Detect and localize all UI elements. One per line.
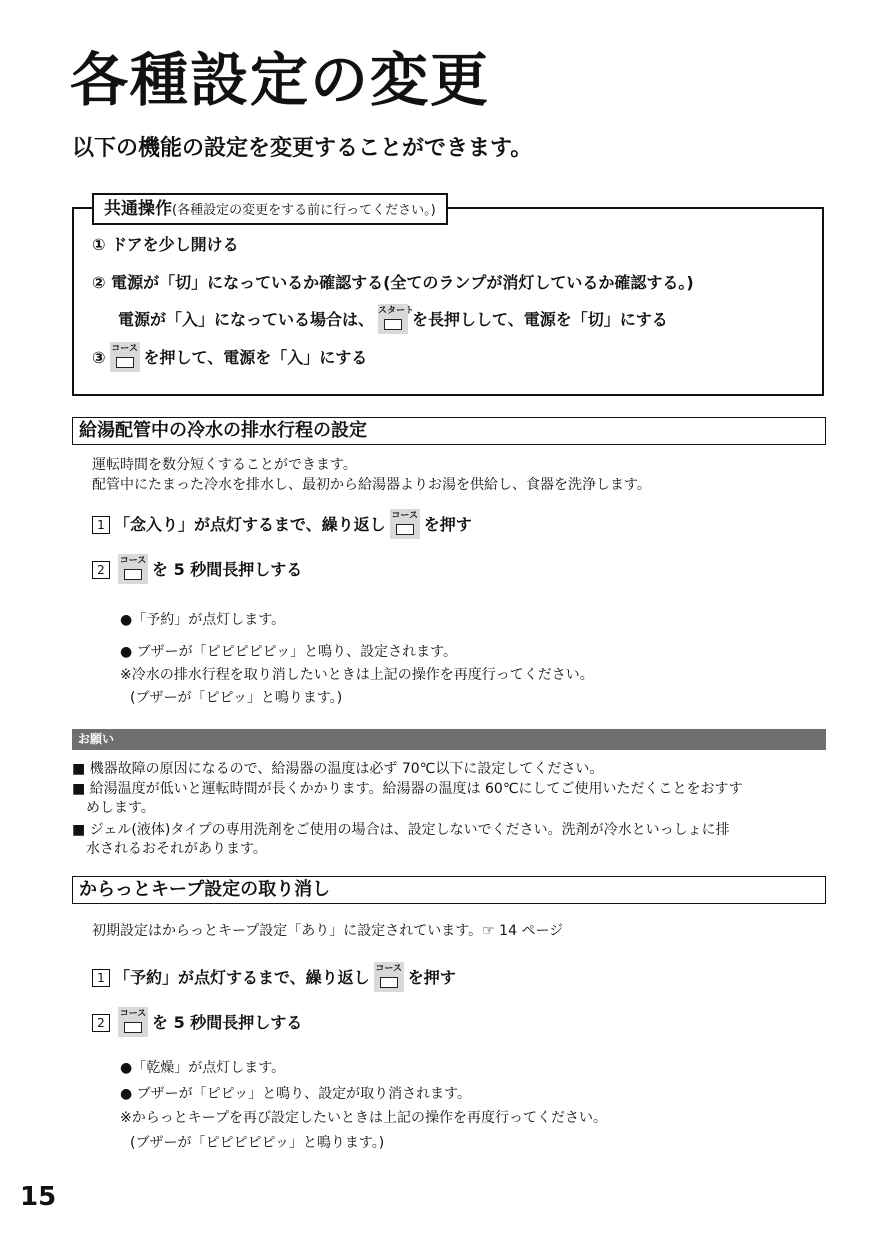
page-title: 各種設定の変更 bbox=[70, 46, 491, 114]
course-button-rect-icon bbox=[124, 1022, 142, 1033]
section1-step-1-post: を押す bbox=[423, 515, 472, 534]
section2-step-2-post: を 5 秒間長押しする bbox=[152, 1013, 303, 1032]
course-button-icon bbox=[118, 554, 148, 584]
start-button-caption: スタート bbox=[378, 306, 415, 316]
notice-item-2a: ■ 給湯温度が低いと運転時間が長くかかります。給湯器の温度は 60℃にしてご使用いただくことをおすす bbox=[72, 781, 743, 797]
section1-step-2-post: を 5 秒間長押しする bbox=[152, 560, 303, 579]
notice-item-3a: ■ ジェル(液体)タイプの専用洗剤をご使用の場合は、設定しないでください。洗剤が冷水といっしょに排 bbox=[72, 822, 730, 838]
start-button-icon bbox=[378, 304, 415, 334]
section1-note-1: ※冷水の排水行程を取り消したいときは上記の操作を再度行ってください。 bbox=[120, 667, 594, 683]
common-step-3-num: ③ bbox=[92, 348, 106, 367]
notice-item-2b: めします。 bbox=[86, 800, 155, 816]
course-button-icon bbox=[118, 1007, 148, 1037]
notice-item-1: ■ 機器故障の原因になるので、給湯器の温度は必ず 70℃以下に設定してください。 bbox=[72, 761, 604, 777]
section1-step-1-pre: 「念入り」が点灯するまで、繰り返し bbox=[114, 515, 386, 534]
section1-description-2: 配管中にたまった冷水を排水し、最初から給湯器よりお湯を供給し、食器を洗浄します。 bbox=[92, 477, 651, 493]
course-button-rect-icon bbox=[116, 357, 134, 368]
course-button-icon bbox=[374, 962, 404, 992]
common-operation-note: (各種設定の変更をする前に行ってください。) bbox=[172, 203, 436, 218]
page-subtitle: 以下の機能の設定を変更することができます。 bbox=[72, 136, 533, 161]
common-step-3-post: を押して、電源を「入」にする bbox=[143, 348, 368, 367]
course-button-icon bbox=[110, 342, 140, 372]
notice-heading-bar: お願い bbox=[72, 729, 826, 750]
course-button-caption: コース bbox=[111, 344, 138, 354]
section2-description-1: 初期設定はからっとキープ設定「あり」に設定されています。☞ 14 ページ bbox=[92, 923, 564, 939]
section2-step-1 bbox=[92, 962, 456, 992]
course-button-caption: コース bbox=[119, 1009, 147, 1019]
common-operation-title: 共通操作 bbox=[104, 199, 172, 219]
section2-step-1-post: を押す bbox=[407, 968, 456, 987]
common-operation-label bbox=[92, 193, 448, 225]
section2-note-2: (ブザーが「ピピピピピッ」と鳴ります。) bbox=[130, 1135, 385, 1151]
course-button-icon bbox=[390, 509, 420, 539]
section2-step-1-number: 1 bbox=[92, 969, 110, 987]
section2-step-1-pre: 「予約」が点灯するまで、繰り返し bbox=[114, 968, 370, 987]
section1-description-1: 運転時間を数分短くすることができます。 bbox=[92, 457, 357, 473]
section1-step-1-number: 1 bbox=[92, 516, 110, 534]
notice-item-3b: 水されるおそれがあります。 bbox=[86, 841, 267, 857]
common-step-2-detail-post: を長押しして、電源を「切」にする bbox=[412, 310, 668, 329]
common-step-3 bbox=[92, 342, 367, 372]
section1-bullet-2: ● ブザーが「ピピピピピッ」と鳴り、設定されます。 bbox=[120, 644, 457, 660]
section2-step-2-number: 2 bbox=[92, 1014, 110, 1032]
course-button-caption: コース bbox=[119, 556, 147, 566]
start-button-rect-icon bbox=[384, 319, 402, 330]
section-heading-cold-water-drain: 給湯配管中の冷水の排水行程の設定 bbox=[72, 417, 826, 445]
section1-step-2-number: 2 bbox=[92, 561, 110, 579]
section2-step-2 bbox=[92, 1007, 302, 1037]
section1-bullet-1: ●「予約」が点灯します。 bbox=[120, 612, 286, 628]
section2-bullet-1: ●「乾燥」が点灯します。 bbox=[120, 1060, 286, 1076]
page-number: 15 bbox=[20, 1182, 57, 1212]
section2-note-1: ※からっとキープを再び設定したいときは上記の操作を再度行ってください。 bbox=[120, 1110, 608, 1126]
section2-bullet-2: ● ブザーが「ピピッ」と鳴り、設定が取り消されます。 bbox=[120, 1086, 471, 1102]
common-step-1: ① ドアを少し開ける bbox=[92, 235, 239, 254]
section1-step-2 bbox=[92, 554, 302, 584]
course-button-rect-icon bbox=[380, 977, 398, 988]
common-step-2-detail-pre: 電源が「入」になっている場合は、 bbox=[118, 310, 375, 329]
section-heading-karatto-keep: からっとキープ設定の取り消し bbox=[72, 876, 826, 904]
course-button-caption: コース bbox=[391, 511, 418, 521]
common-step-2-detail bbox=[118, 304, 668, 334]
course-button-caption: コース bbox=[375, 964, 402, 974]
section1-step-1 bbox=[92, 509, 472, 539]
common-step-2: ② 電源が「切」になっているか確認する(全てのランプが消灯しているか確認する。) bbox=[92, 273, 694, 292]
course-button-rect-icon bbox=[396, 524, 414, 535]
course-button-rect-icon bbox=[124, 569, 142, 580]
section1-note-2: (ブザーが「ピピッ」と鳴ります。) bbox=[130, 690, 343, 706]
